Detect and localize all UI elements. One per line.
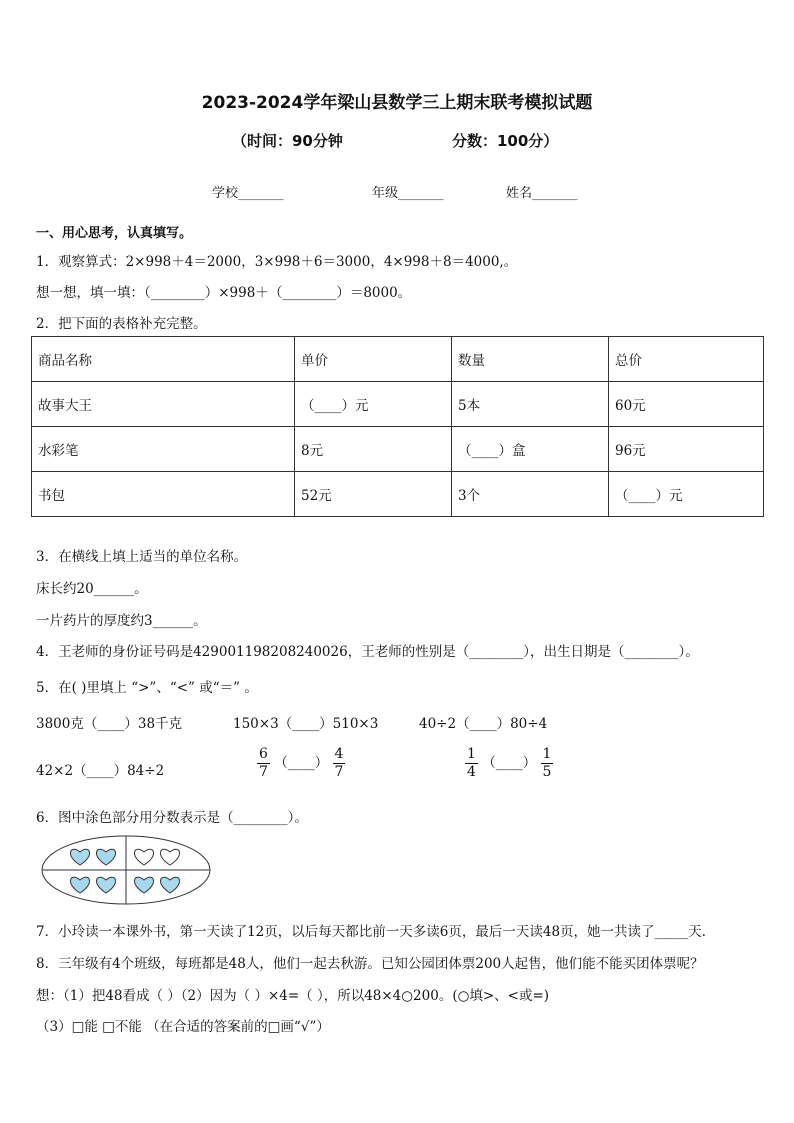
table-cell: （____）元 (609, 472, 764, 517)
school-field: 学校_______ (212, 186, 284, 201)
q8-line3: （3）□能 □不能 （在合适的答案前的□画“√”） (36, 1019, 330, 1035)
shaded-heart-icon (96, 877, 115, 893)
q5-fraction-compare-2 (465, 746, 553, 781)
table-cell: 书包 (32, 472, 295, 517)
price-table (31, 336, 764, 517)
q7-text: 7．小玲读一本课外书，第一天读了12页，以后每天都比前一天多读6页，最后一天读48页，她一共读了_____天． (36, 924, 716, 940)
q5-compare-3: 40÷2（____）80÷4 (419, 716, 548, 732)
table-header-row (32, 337, 764, 382)
shaded-heart-icon (70, 877, 89, 893)
q8-line1: 8．三年级有4个班级，每班都是48人，他们一起去秋游。已知公园团体票200人起售，他们能不能买团体票呢？ (36, 956, 704, 972)
table-cell: 60元 (609, 382, 764, 427)
answer-blank: （____） (274, 755, 329, 771)
header-cell: 单价 (295, 337, 452, 382)
page-title: 2023-2024学年梁山县数学三上期末联考模拟试题 (201, 93, 593, 113)
q1-line1: 1．观察算式：2×998＋4＝2000，3×998＋6＝3000，4×998＋8＝4000,。 (36, 254, 518, 270)
heart-ellipse-figure (40, 834, 212, 906)
header-cell: 数量 (452, 337, 609, 382)
table-row (32, 427, 764, 472)
table-cell: 故事大王 (32, 382, 295, 427)
fraction: $\frac{1}{4}$ (467, 746, 476, 780)
q3-prompt: 3．在横线上填上适当的单位名称。 (36, 549, 248, 565)
q5-compare-2: 150×3（____）510×3 (233, 716, 379, 732)
header-cell: 总价 (609, 337, 764, 382)
shaded-heart-icon (134, 877, 153, 893)
header-cell: 商品名称 (32, 337, 295, 382)
table-cell: （____）元 (295, 382, 452, 427)
fraction: $\frac{6}{7}$ (259, 746, 268, 780)
answer-blank: （____） (482, 755, 537, 771)
exam-time: （时间：90分钟 (232, 132, 343, 150)
heart-icon (134, 849, 153, 865)
shaded-heart-icon (96, 849, 115, 865)
table-cell: 3个 (452, 472, 609, 517)
q3-line1: 床长约20______。 (36, 581, 148, 597)
table-row (32, 382, 764, 427)
heart-icon (160, 849, 179, 865)
q5-fraction-compare-1 (257, 746, 345, 781)
section-heading: 一、用心思考，认真填写。 (36, 226, 193, 241)
exam-score: 分数：100分） (452, 132, 559, 150)
q5-prompt: 5．在( )里填上 “>”、“<” 或“＝” 。 (36, 680, 258, 696)
table-cell: 水彩笔 (32, 427, 295, 472)
q3-line2: 一片药片的厚度约3______。 (36, 613, 207, 629)
q8-line2: 想：（1）把48看成（ ）（2）因为（ ）×4=（ ），所以48×4○200。(○填>、<或=) (36, 988, 550, 1004)
fraction: $\frac{1}{5}$ (542, 746, 552, 780)
shaded-heart-icon (70, 849, 89, 865)
table-cell: （____）盒 (452, 427, 609, 472)
table-cell: 5本 (452, 382, 609, 427)
table-cell: 8元 (295, 427, 452, 472)
shaded-heart-icon (160, 877, 179, 893)
name-field: 姓名_______ (506, 186, 578, 201)
grade-field: 年级_______ (372, 186, 444, 201)
q1-line2: 想一想，填一填：（________）×998＋（________）＝8000。 (36, 285, 412, 301)
table-cell: 52元 (295, 472, 452, 517)
table-row (32, 472, 764, 517)
q5-compare-4: 42×2（____）84÷2 (36, 763, 165, 779)
table-cell: 96元 (609, 427, 764, 472)
q4-text: 4．王老师的身份证号码是429001198208240026，王老师的性别是（________），出生日期是（________）。 (36, 644, 699, 660)
q5-compare-1: 3800克（____）38千克 (36, 716, 183, 732)
fraction: $\frac{4}{7}$ (334, 746, 344, 780)
q6-text: 6．图中涂色部分用分数表示是（________）。 (36, 810, 308, 826)
q2-prompt: 2．把下面的表格补充完整。 (36, 316, 207, 332)
